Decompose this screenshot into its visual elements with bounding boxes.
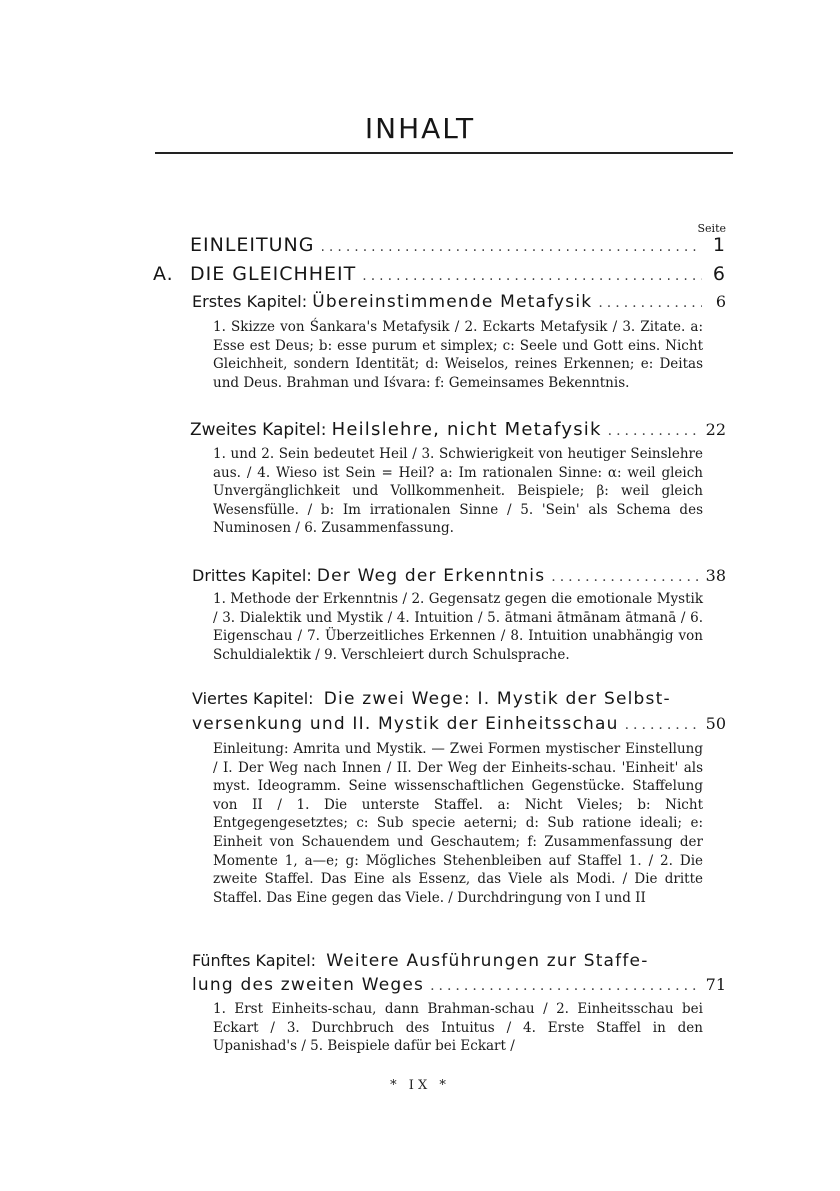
page-number: * IX * [390, 1078, 450, 1093]
toc-entry-einleitung[interactable] [190, 234, 726, 256]
toc-chapter-5-line1[interactable] [192, 951, 649, 971]
entry-page: 1 [712, 234, 726, 256]
leader-dots [430, 978, 700, 994]
chapter-page: 6 [715, 292, 726, 311]
chapter-title-line2: versenkung und II. Mystik der Einheitsschau [192, 714, 619, 734]
page-title: INHALT [364, 112, 476, 145]
toc-chapter-4-line2[interactable] [192, 714, 726, 734]
chapter-description: 1. und 2. Sein bedeutet Heil / 3. Schwierigkeit von heutiger Seinslehre aus. / 4. Wieso ist Sein = Heil? a: Im rationalen Sinne: α: weil gleich Unvergänglichkeit und Vollkommenheit. Beispiele; β: weil gleich Wesensfülle. / b: Im irrationalen Sinne / 5. 'Sein' als Schema des Numinosen / 6. Zusammenfassung. [213, 446, 703, 537]
chapter-title: Übereinstimmende Metafysik [312, 292, 593, 312]
toc-chapter-4-line1[interactable] [192, 689, 671, 709]
chapter-label: Drittes Kapitel: [192, 566, 312, 585]
leader-dots [362, 268, 702, 284]
chapter-title-line2: lung des zweiten Weges [192, 975, 425, 995]
chapter-label: Zweites Kapitel: [190, 420, 327, 440]
chapter-page: 71 [705, 975, 726, 994]
seite-label: Seite [697, 222, 726, 235]
chapter-title: Heilslehre, nicht Metafysik [331, 419, 602, 440]
chapter-title-line1: Weitere Ausführungen zur Staffe- [326, 951, 649, 971]
chapter-title-line1: Die zwei Wege: I. Mystik der Selbst- [323, 689, 671, 709]
entry-label: A. [153, 263, 174, 285]
chapter-description: Einleitung: Amrita und Mystik. — Zwei Formen mystischer Einstellung / I. Der Weg nach Innen / II. Der Weg der Einheits-schau. 'Einheit' als myst. Ideogramm. Seine wissenschaftlichen Gegenstücke. Staffelung von II / 1. Die unterste Staffel. a: Nicht Vieles; b: Nicht Entgegengesetztes; c: Sub specie aeterni; d: Sub ratione ideali; e: Einheit von Schauendem und Geschautem; f: Zusammenfassung der Momente 1, a—e; g: Mögliches Stehenbleiben auf Staffel 1. / 2. Die zweite Staffel. Das Eine als Essenz, das Viele als Modi. / Die dritte Staffel. Das Eine gegen das Viele. / Durchdringung von I und II [213, 741, 703, 906]
entry-title: EINLEITUNG [190, 234, 315, 256]
chapter-label: Erstes Kapitel: [192, 292, 308, 311]
chapter-title: Der Weg der Erkenntnis [316, 566, 546, 586]
toc-chapter-2[interactable] [190, 419, 726, 440]
leader-dots [598, 295, 702, 311]
title-rule [155, 152, 733, 154]
chapter-description: 1. Skizze von Śankara's Metafysik / 2. Eckarts Metafysik / 3. Zitate. a: Esse est Deus; b: esse purum et simplex; c: Seele und Gott eins. Nicht Gleichheit, sondern Identität; d: Weiselos, reines Erkennen; e: Deitas und Deus. Brahman und Iśvara: f: Gemeinsames Bekenntnis. [213, 319, 703, 391]
chapter-page: 50 [705, 714, 726, 733]
toc-entry-gleichheit[interactable] [153, 263, 726, 285]
toc-chapter-1[interactable] [192, 292, 726, 312]
chapter-description: 1. Methode der Erkenntnis / 2. Gegensatz gegen die emotionale Mystik / 3. Dialektik und Mystik / 4. Intuition / 5. ātmani ātmānam ātmanā / 6. Eigenschau / 7. Überzeitliches Erkennen / 8. Intuition unabhängig von Schuldialektik / 9. Verschleiert durch Schulsprache. [213, 591, 703, 663]
leader-dots [320, 239, 702, 255]
leader-dots [608, 423, 700, 439]
chapter-page: 22 [705, 420, 726, 439]
chapter-label: Viertes Kapitel: [192, 689, 314, 708]
toc-chapter-5-line2[interactable] [192, 975, 726, 995]
chapter-page: 38 [705, 566, 726, 585]
leader-dots [625, 717, 700, 733]
chapter-description: 1. Erst Einheits-schau, dann Brahman-schau / 2. Einheitsschau bei Eckart / 3. Durchbruch des Intuitus / 4. Erste Staffel in den Upanishad's / 5. Beispiele dafür bei Eckart / [213, 1001, 703, 1055]
leader-dots [551, 569, 699, 585]
entry-title: DIE GLEICHHEIT [190, 263, 357, 285]
toc-chapter-3[interactable] [192, 566, 726, 586]
chapter-label: Fünftes Kapitel: [192, 951, 317, 970]
entry-page: 6 [712, 263, 726, 285]
